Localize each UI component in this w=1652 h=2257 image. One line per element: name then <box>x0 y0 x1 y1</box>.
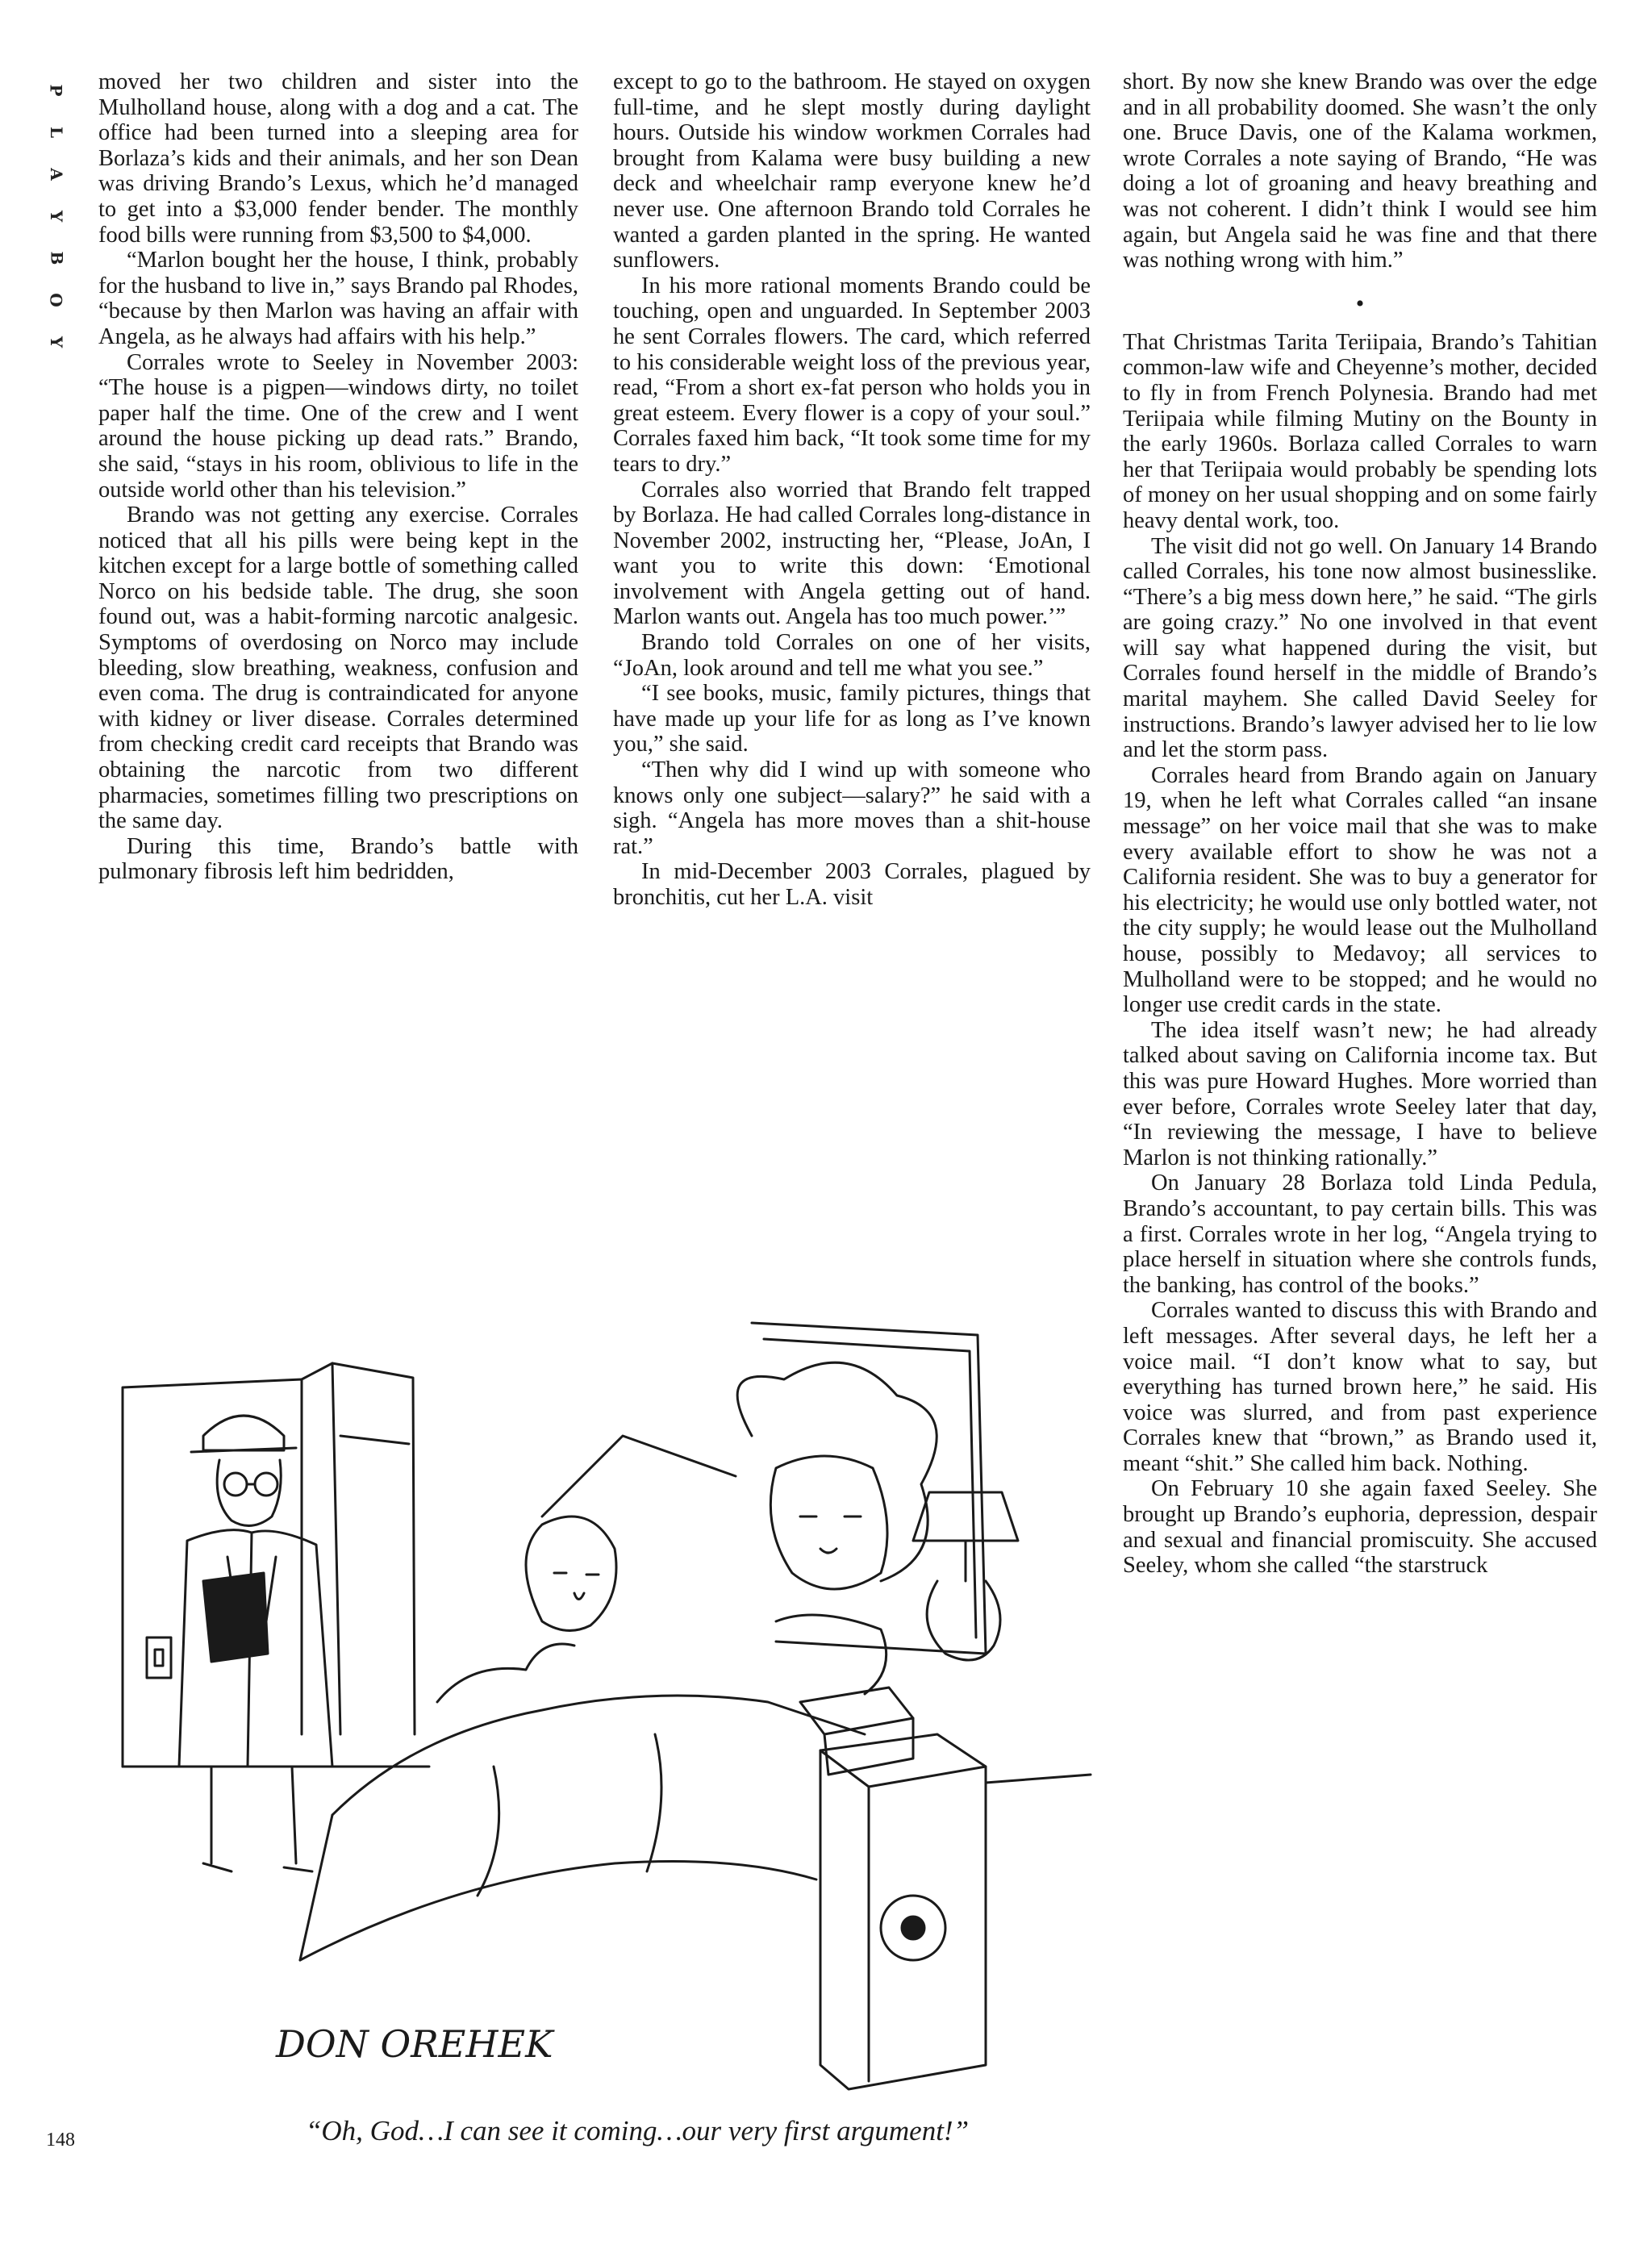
magname-letter: P <box>46 84 66 97</box>
magname-letter: B <box>47 251 66 265</box>
paragraph: moved her two children and sister into the Mulholland house, along with a dog and a cat. The office had been turned into a sleeping area for Borlaza’s kids and their animals, and her son Dean was driving Brando’s Lexus, which he’d managed to get into a $3,000 fender bender. The monthly food bills were running from $3,500 to $4,000. <box>98 69 578 248</box>
paragraph: short. By now she knew Brando was over the edge and in all probability doomed. She wasn’t the only one. Bruce Davis, one of the Kalama workmen, wrote Corrales a note saying of Brando, “He was doing a lot of groaning and heavy breathing and was not coherent. I didn’t think I would see him again, but Angela said he was fine and that there was nothing wrong with him.” <box>1123 69 1597 273</box>
column-2 <box>613 69 1091 911</box>
magname-letter: O <box>46 293 66 307</box>
paragraph: The idea itself wasn’t new; he had already talked about saving on California income tax. But this was pure Howard Hughes. More worried than ever before, Corrales wrote Seeley later that day, “In reviewing the message, I have to believe Marlon is not thinking rationally.” <box>1123 1017 1597 1170</box>
paragraph: The visit did not go well. On January 14 Brando called Corrales, his tone now almost businesslike. “There’s a big mess down here,” he said. “The girls are going crazy.” No one involved in that event will say what happened during the visit, but Corrales found herself in the middle of Brando’s marital mayhem. She called David Seeley for instructions. Brando’s lawyer advised her to lie low and let the storm pass. <box>1123 533 1598 763</box>
cartoon-caption: “Oh, God…I can see it coming…our very first argument!” <box>305 2115 970 2146</box>
paragraph: except to go to the bathroom. He stayed on oxygen full-time, and he slept mostly during daylight hours. Outside his window workmen Corrales had brought from Kalama were busy building a new deck and wheelchair ramp everyone knew he’d never use. One afternoon Brando told Corrales he wanted a garden planted in the spring. He wanted sunflowers. <box>613 69 1091 273</box>
bed-and-couple <box>300 1362 937 1960</box>
section-separator: • <box>1355 290 1365 317</box>
paragraph: Brando told Corrales on one of her visits, “JoAn, look around and tell me what you see.” <box>613 630 1091 681</box>
paragraph: “Marlon bought her the house, I think, probably for the husband to live in,” says Brando pal Rhodes, “because by then Marlon was having an affair with Angela, as he always had affairs with his help.” <box>98 248 578 349</box>
paragraph: In mid-December 2003 Corrales, plagued by bronchitis, cut her L.A. visit <box>613 859 1091 910</box>
column-3 <box>1123 69 1597 1579</box>
paragraph: Brando was not getting any exercise. Corrales noticed that all his pills were being kept in the kitchen except for a large bottle of something called Norco on his bedside table. The drug, she soon found out, was a habit-forming narcotic analgesic. Symptoms of overdosing on Norco may include bleeding, slow breathing, weakness, confusion and even coma. The drug is contraindicated for anyone with kidney or liver disease. Corrales determined from checking credit card receipts that Brando was obtaining the narcotic from two different pharmacies, sometimes filling two prescriptions on the same day. <box>98 503 578 834</box>
paragraph: Corrales also worried that Brando felt trapped by Borlaza. He had called Corrales long-distance in November 2002, instructing her, “Please, JoAn, I want you to write this down: ‘Emotional involvement with Angela getting out of hand. Marlon wants out. Angela has too much power.’” <box>613 477 1091 630</box>
magazine-name-vertical <box>40 69 73 363</box>
paragraph: Corrales heard from Brando again on January 19, when he left what Corrales called “an insane message” on her voice mail that she was to make every available effort to show he was not a California resident. She was to buy a generator for his electricity; he would use only bottled water, not the city supply; he would lease out the Mulholland house, possibly to Medavoy; all services to Mulholland were to be stopped; and he would no longer use credit cards in the state. <box>1123 762 1597 1018</box>
magname-letter: Y <box>47 210 66 223</box>
paragraph: During this time, Brando’s battle with pulmonary fibrosis left him bedridden, <box>98 833 578 885</box>
paragraph: Corrales wanted to discuss this with Brando and left messages. After several days, he left her a voice mail. “I don’t know what to say, but everything has turned brown here,” he said. His voice was slurred, and from past experience Corrales knew that “brown,” as Brando used it, meant “shit.” She called him back. Nothing. <box>1123 1298 1597 1476</box>
column-1 <box>98 69 578 885</box>
paragraph: In his more rational moments Brando could be touching, open and unguarded. In September 2003 he sent Corrales flowers. The card, which referred to his considerable weight loss of the previous year, read, “From a short ex-fat person who holds you in great esteem. Every flower is a copy of your soul.” Corrales faxed him back, “It took some time for my tears to dry.” <box>613 273 1091 477</box>
paragraph: “Then why did I wind up with someone who knows only one subject—salary?” he said with a sigh. “Angela has more moves than a shit-house rat.” <box>613 757 1091 859</box>
page-number: 148 <box>46 2130 75 2151</box>
cartoonist-signature: DON OREHEK <box>276 2022 553 2066</box>
magname-letter: L <box>47 126 66 139</box>
cartoon-illustration <box>90 1315 1123 2121</box>
paragraph: On February 10 she again faxed Seeley. She brought up Brando’s euphoria, depression, despair and sexual and financial promiscuity. She accused Seeley, whom she called “the starstruck <box>1123 1476 1597 1579</box>
magname-letter: A <box>47 168 66 181</box>
man-in-trenchcoat <box>179 1416 332 1871</box>
magname-letter: Y <box>47 336 66 348</box>
nightstand-with-lamp <box>800 1492 1018 2089</box>
paragraph: Corrales wrote to Seeley in November 2003: “The house is a pigpen—windows dirty, no toilet paper half the time. One of the crew and I went around the house picking up dead rats.” Brando, she said, “stays in his room, oblivious to life in the outside world other than his television.” <box>98 349 578 503</box>
paragraph: “I see books, music, family pictures, things that have made up your life for as long as I’ve known you,” she said. <box>613 681 1091 757</box>
paragraph: That Christmas Tarita Teriipaia, Brando’s Tahitian common-law wife and Cheyenne’s mother, decided to fly in from French Polynesia. Brando had met Teriipaia while filming Mutiny on the Bounty in the early 1960s. Borlaza called Corrales to warn her that Teriipaia would probably be spending lots of money on her usual shopping and on some fairly heavy dental work, too. <box>1123 329 1597 533</box>
paragraph: On January 28 Borlaza told Linda Pedula, Brando’s accountant, to pay certain bills. This was a first. Corrales wrote in her log, “Angela trying to place herself in situation where she controls funds, the banking, has control of the books.” <box>1123 1170 1597 1298</box>
